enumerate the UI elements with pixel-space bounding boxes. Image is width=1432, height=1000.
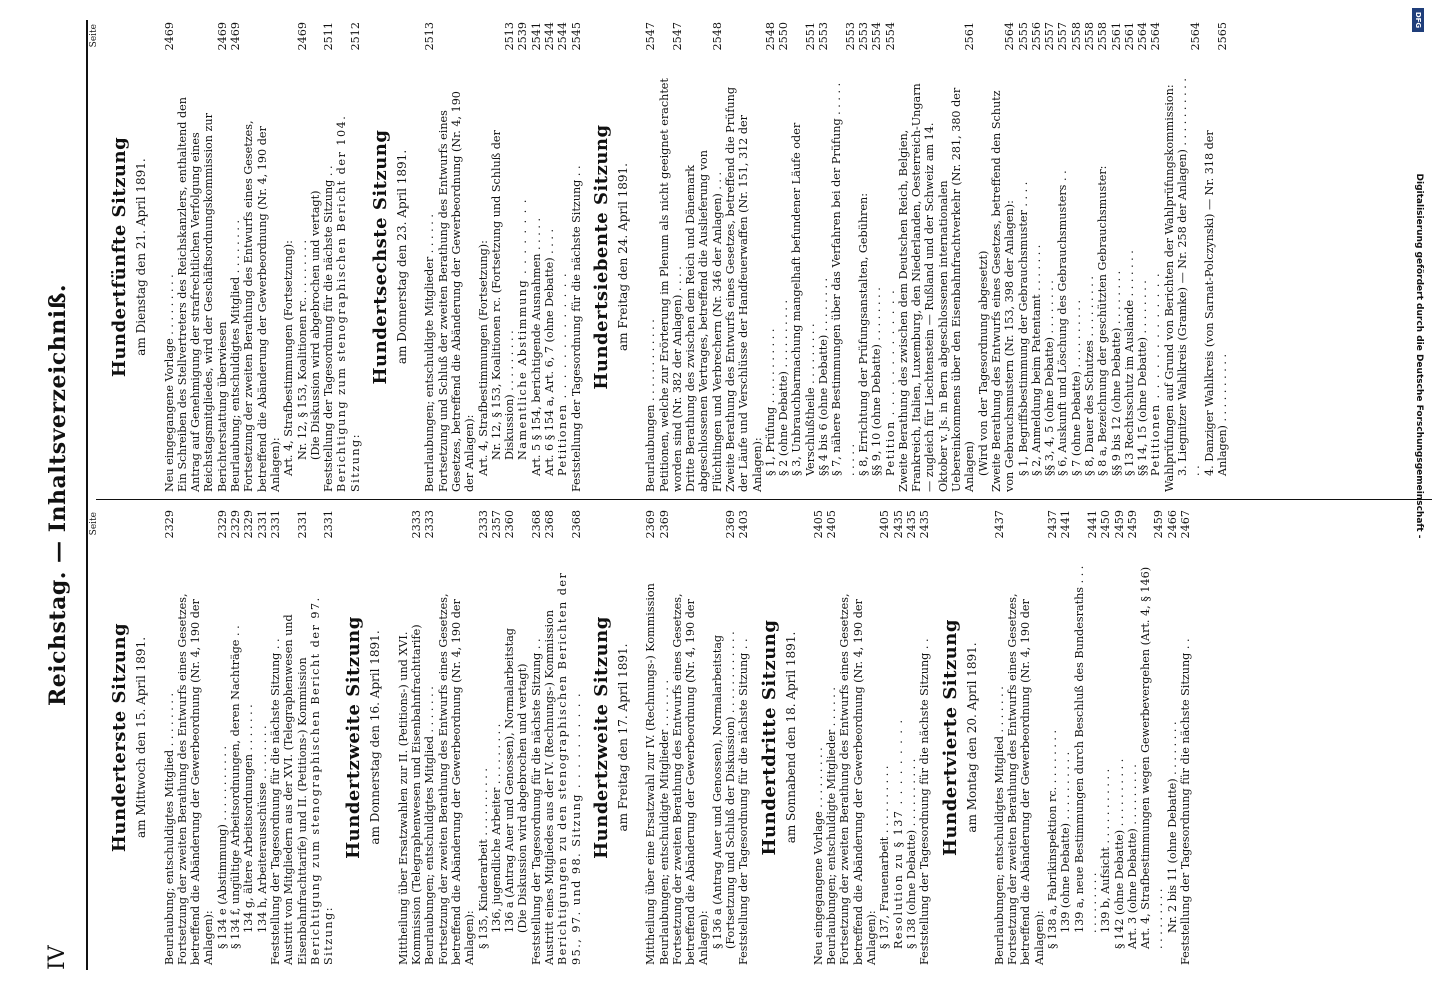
entry-text: 139 a, neue Bestimmungen durch Beschluß des Bundesraths . . . . . . . . . . . . xyxy=(1072,565,1099,933)
session-date: am Donnerstag den 16. April 1891. xyxy=(368,630,383,845)
entry-text: Feststellung der Tagesordnung für die nächste Sitzung . . xyxy=(529,638,543,965)
entry-page-number: 2548 xyxy=(763,22,777,51)
toc-entry xyxy=(1083,22,1096,492)
toc-entry xyxy=(256,510,269,965)
toc-entry xyxy=(556,510,583,965)
toc-entry xyxy=(296,22,309,492)
entry-page-number: 2551 xyxy=(803,22,817,51)
entry-page-number: 2437 xyxy=(1046,510,1060,539)
toc-entry xyxy=(724,22,764,492)
entry-text: § 13 Rechtsschutz im Auslande . . . . . . . xyxy=(1122,250,1136,476)
entry-text: Art. 5 § 154, berichtigende Ausnahmen . . . . . xyxy=(529,217,543,476)
toc-entry xyxy=(1056,22,1069,492)
toc-entry xyxy=(477,22,490,492)
entry-text: Petitionen, welche zur Erörterung im Plenum als nicht geeignet erachtet worden sind (Nr. 382 der Anlagen) . . . . xyxy=(657,78,684,492)
session-date: am Donnerstag den 23. April 1891. xyxy=(395,149,410,365)
entry-text: § 138 (ohne Debatte) . . . . . . . . . . xyxy=(904,758,918,949)
entry-text: Nr. 12, § 153, Koalitionen rc. . . . . . . . . xyxy=(295,239,309,460)
entry-text: Austritt von Mitgliedern aus der XVI. (Telegraphenwesen und Eisenbahnfrachttarife) und II. (Petitions-) Kommission xyxy=(282,614,309,965)
toc-entry xyxy=(437,22,477,492)
toc-entry xyxy=(282,510,309,965)
toc-entry xyxy=(1113,510,1126,965)
entry-page-number: 2553 xyxy=(856,22,870,51)
entry-page-number: 2405 xyxy=(811,510,825,539)
entry-page-number: 2450 xyxy=(1099,510,1113,539)
toc-entry xyxy=(993,510,1006,965)
entry-text: 4. Danziger Wahlkreis (von Sarnat-Polczynski) — Nr. 318 der Anlagen) . . . . . . . . . . xyxy=(1202,130,1229,476)
toc-entry xyxy=(490,510,503,965)
toc-entry xyxy=(543,510,556,965)
toc-entry xyxy=(1030,22,1043,492)
session-title: Hundertdritte Sitzung xyxy=(758,619,780,856)
entry-page-number: 2331 xyxy=(322,510,336,539)
entry-text: Zweite Berathung des zwischen dem Deutschen Reich, Belgien, Frankreich, Italien, Luxemburg, den Niederlanden, Oesterreich-Ungarn — zugleich für Liechtenstein — Rußland und der Schweiz am 14. Oktober v. Js. in Bern abgeschlossenen internationalen Uebereinkommens über den Eisenbahnfrachtverkehr (Nr. 281, 380 der Anlagen) xyxy=(896,83,977,492)
entry-page-number: 2333 xyxy=(410,510,424,539)
entry-text: § 1, Begriffsbestimmung der Gebrauchsmuster . . . . xyxy=(1016,181,1030,476)
toc-entry xyxy=(658,510,671,965)
entry-text: Berichtigung zum stenographischen Bericht der 97. Sitzung: xyxy=(308,596,336,965)
toc-entry xyxy=(163,510,176,965)
entry-text: § 134 e (Abstimmung) . . . . . . . . . . . xyxy=(215,745,229,949)
entry-text: Feststellung der Tagesordnung für die nächste Sitzung . . xyxy=(918,638,932,965)
entry-page-number: 2553 xyxy=(817,22,831,51)
session-title: Hundertfünfte Sitzung xyxy=(109,136,131,378)
entry-page-number: 2331 xyxy=(255,510,269,539)
entry-page-number: 2329 xyxy=(215,510,229,539)
entry-text: Nr. 2 bis 11 (ohne Debatte) . . . . . . . . xyxy=(1165,721,1179,933)
toc-entry xyxy=(644,510,657,965)
toc-entry xyxy=(1059,510,1072,965)
entry-page-number: 2357 xyxy=(489,510,503,539)
entry-page-number: 2469 xyxy=(229,22,243,51)
entry-text: Feststellung der Tagesordnung für die nächste Sitzung . . xyxy=(569,165,583,492)
entry-page-number: 2441 xyxy=(1059,510,1073,539)
entry-text: Wahlprüfungen auf Grund von Berichten der Wahlprüfungskommission: xyxy=(1162,84,1176,492)
toc-entry xyxy=(335,22,362,492)
entry-text: Fortsetzung der zweiten Berathung des Entwurfs eines Gesetzes, betreffend die Abänderung der Gewerbeordnung (Nr. 4, 190 der Anlagen): xyxy=(670,593,711,965)
entry-page-number: 2564 xyxy=(1136,22,1150,51)
entry-text: Dritte Berathung des zwischen dem Reich und Dänemark abgeschlossenen Vertrages, betreffend die Auslieferung von Flüchtlingen und Verbrechern (Nr. 346 der Anlagen) . . . xyxy=(684,150,724,492)
entry-text: Fortsetzung der zweiten Berathung des Entwurfs eines Gesetzes, betreffend die Abänderung der Gewerbeordnung (Nr. 4, 190 der Anlagen): xyxy=(1006,593,1046,965)
entry-text: § 142 (ohne Debatte) . . . . . . . . . . xyxy=(1112,758,1126,949)
session-date: am Mittwoch den 15. April 1891. xyxy=(134,636,149,839)
entry-page-number: 2369 xyxy=(644,510,658,539)
entry-text: Feststellung der Tagesordnung für die nächste Sitzung . . xyxy=(322,165,336,492)
header-title: Reichstag. — Inhaltsverzeichniß. xyxy=(45,284,71,706)
entry-text: §§ 14, 15 (ohne Debatte) . . . . . . . . xyxy=(1136,280,1150,476)
entry-page-number: 2564 xyxy=(1189,22,1203,51)
entry-page-number: 2553 xyxy=(843,22,857,51)
toc-entry xyxy=(242,510,255,965)
toc-entry xyxy=(322,22,335,492)
toc-entry xyxy=(1126,510,1139,965)
toc-entry xyxy=(1176,22,1203,492)
entry-text: Namentliche Abstimmung . . . . . . . . xyxy=(516,198,530,460)
entry-text: §§ 9, 10 (ohne Debatte) . . . . . . . . xyxy=(870,287,884,476)
toc-entry xyxy=(229,510,242,965)
toc-entry xyxy=(269,510,282,965)
toc-entry xyxy=(1017,22,1030,492)
toc-entry xyxy=(857,22,870,492)
toc-entry xyxy=(477,510,490,965)
dfg-logo: DFG xyxy=(1412,8,1424,32)
toc-entry xyxy=(570,22,583,492)
toc-entry xyxy=(1139,510,1166,965)
entry-text: Art. 6 § 154 a, Art. 6, 7 (ohne Debatte) . . . . xyxy=(543,228,557,476)
entry-text: § 7 (ohne Debatte) . . . . . . . . . . xyxy=(1069,299,1083,476)
entry-text: Zweite Berathung des Entwurfs eines Gesetzes, betreffend den Schutz von Gebrauchsmustern (Nr. 153, 398 der Anlagen): xyxy=(989,90,1017,492)
entry-text: Fortsetzung der zweiten Berathung des Entwurfs eines Gesetzes, betreffend die Abänderung der Gewerbeordnung (Nr. 4, 190 der Anlagen): xyxy=(242,120,282,492)
entry-text: § 3, Unbrauchbarmachung mangelhaft befundener Läufe oder Verschlußtheile . . . . . . . . . xyxy=(790,122,817,476)
entry-page-number: 2459 xyxy=(1112,510,1126,539)
entry-page-number: 2360 xyxy=(503,510,517,539)
session-title: Hunderterste Sitzung xyxy=(109,622,131,853)
toc-entry xyxy=(163,22,176,492)
toc-entry xyxy=(282,22,295,492)
entry-page-number: 2513 xyxy=(423,22,437,51)
entry-page-number: 2329 xyxy=(162,510,176,539)
session-date: am Dienstag den 21. April 1891. xyxy=(134,158,149,356)
entry-text: Fortsetzung der zweiten Berathung des Entwurfs eines Gesetzes, betreffend die Abänderung der Gewerbeordnung (Nr. 4, 190 der Anlagen): xyxy=(838,593,879,965)
toc-entry xyxy=(1096,22,1109,492)
entry-text: (Die Diskussion wird abgebrochen und vertagt) xyxy=(308,190,322,460)
entry-page-number: 2469 xyxy=(295,22,309,51)
toc-entry xyxy=(423,510,436,965)
toc-entry xyxy=(870,22,883,492)
toc-entry xyxy=(216,510,229,965)
toc-entry xyxy=(1123,22,1136,492)
entry-page-number: 2558 xyxy=(1096,22,1110,51)
entry-text: Feststellung der Tagesordnung für die nächste Sitzung . . xyxy=(1179,638,1192,965)
entry-text: Art. 4, Strafbestimmungen wegen Gewerbevergehen (Art. 4, § 146) . . . . . . . . . xyxy=(1139,566,1166,949)
entry-page-number: 2561 xyxy=(963,22,977,51)
toc-entry xyxy=(1149,22,1162,492)
entry-page-number: 2435 xyxy=(904,510,918,539)
entry-text: Beurlaubungen; entschuldigtes Mitglied . . . . . . . xyxy=(423,686,437,965)
entry-page-number: 2544 xyxy=(543,22,557,51)
entry-page-number: 2547 xyxy=(644,22,658,51)
entry-text: 134 h, Arbeiterausschüsse . . . . . . . . xyxy=(255,725,269,933)
entry-text: Beurlaubungen; entschuldigte Mitglieder . . . . . . xyxy=(423,214,437,492)
toc-entry xyxy=(423,22,436,492)
toc-entry xyxy=(543,22,556,492)
toc-entry xyxy=(309,510,336,965)
entry-page-number: 2548 xyxy=(710,22,724,51)
entry-text: Mittheilung über Ersatzwahlen zur II. (Petitions-) und XVI. Kommission (Telegraphenwesen und Eisenbahnfrachttarife) xyxy=(396,624,424,965)
entry-page-number: 2554 xyxy=(870,22,884,51)
toc-entry xyxy=(176,510,216,965)
entry-page-number: 2368 xyxy=(529,510,543,539)
session-title: Hundertsiebente Sitzung xyxy=(590,124,612,390)
toc-entry xyxy=(1166,510,1179,965)
toc-entry xyxy=(878,510,891,965)
toc-entry xyxy=(516,22,529,492)
toc-entry xyxy=(812,510,825,965)
toc-entry xyxy=(1163,22,1176,492)
entry-page-number: 2368 xyxy=(543,510,557,539)
toc-entry xyxy=(1099,510,1112,965)
entry-text: Beurlaubungen; entschuldigte Mitglieder . . . . . . xyxy=(825,687,839,965)
toc-entry xyxy=(1203,22,1230,492)
entry-page-number: 2558 xyxy=(1069,22,1083,51)
entry-text: Petitionen . . . . . . . . . . . . . xyxy=(1149,271,1163,476)
seite-label: Seite xyxy=(89,24,99,48)
toc-entry xyxy=(503,510,516,965)
page-number: IV xyxy=(45,945,70,970)
toc-entry xyxy=(684,22,724,492)
entry-text: § 136 a (Antrag Auer und Genossen), Normalarbeitstag (Fortsetzung und Schluß der Diskussion) . . . . . . . . . . . . xyxy=(710,631,737,949)
toc-entry xyxy=(897,22,977,492)
entry-page-number: 2541 xyxy=(529,22,543,51)
entry-page-number: 2405 xyxy=(878,510,892,539)
toc-entry xyxy=(1070,22,1083,492)
toc-entry xyxy=(790,22,817,492)
entry-page-number: 2466 xyxy=(1165,510,1179,539)
toc-entry xyxy=(229,22,242,492)
entry-text: § 2, Anmeldung beim Patentamt . . . . . . . xyxy=(1029,244,1043,476)
toc-entry xyxy=(777,22,790,492)
entry-page-number: 2435 xyxy=(891,510,905,539)
session-date: am Freitag den 17. April 1891. xyxy=(615,643,630,832)
entry-text: Feststellung der Tagesordnung für die nächste Sitzung . . xyxy=(268,638,282,965)
session-title: Hundertsechste Sitzung xyxy=(370,129,392,385)
entry-text: Berichtigung zum stenographischen Bericht der 104. Sitzung: xyxy=(335,114,362,492)
entry-page-number: 2512 xyxy=(348,22,362,51)
entry-page-number: 2545 xyxy=(569,22,583,51)
toc-entry xyxy=(437,510,477,965)
toc-entry xyxy=(1179,510,1192,965)
entry-text: Mittheilung über eine Ersatzwahl zur IV. (Rechnungs-) Kommission xyxy=(644,583,658,965)
entry-text: § 6, Auskunft und Löschung des Gebrauchsmusters . . xyxy=(1056,170,1070,476)
entry-text: § 8 a, Bezeichnung der geschützten Gebrauchsmuster: xyxy=(1096,165,1110,476)
entry-text: (Wird von der Tagesordnung abgesetzt) xyxy=(976,250,990,476)
entry-page-number: 2539 xyxy=(516,22,530,51)
toc-entry xyxy=(530,22,543,492)
entry-text: § 8, Errichtung der Prüfungsanstalten, Gebühren: xyxy=(856,192,870,476)
session-title: Hundertvierte Sitzung xyxy=(939,619,961,856)
entry-page-number: 2467 xyxy=(1179,510,1192,539)
entry-text: Beurlaubungen; entschuldigtes Mitglied . . . . . . . xyxy=(992,686,1006,965)
toc-entry xyxy=(990,22,1017,492)
left-column xyxy=(88,510,1192,965)
entry-page-number: 2333 xyxy=(423,510,437,539)
entry-page-number: 2561 xyxy=(1109,22,1123,51)
entry-text: 139 b, Aufsicht . . . . . . . . . . . xyxy=(1099,768,1113,933)
entry-text: 139 (ohne Debatte) . . . . . . . . . . xyxy=(1059,751,1073,933)
entry-text: Zweite Berathung des Entwurfs eines Gesetzes, betreffend die Prüfung der Läufe und Verschlüsse der Handfeuerwaffen (Nr. 151, 312 der Anlagen): xyxy=(723,87,764,492)
toc-entry xyxy=(830,22,857,492)
toc-entry xyxy=(530,510,543,965)
toc-entry xyxy=(644,22,657,492)
entry-page-number: 2369 xyxy=(657,510,671,539)
entry-page-number: 2469 xyxy=(162,22,176,51)
toc-entry xyxy=(817,22,830,492)
entry-page-number: 2459 xyxy=(1125,510,1139,539)
toc-entry xyxy=(490,22,517,492)
toc-entry xyxy=(671,510,711,965)
toc-entry xyxy=(737,510,750,965)
entry-text: § 135, Kinderarbeit . . . . . . . . . . xyxy=(476,768,490,949)
entry-text: Art. 3 (ohne Debatte) . . . . . . . . . xyxy=(1125,764,1139,949)
toc-entry xyxy=(397,510,424,965)
entry-text: Berichtigungen zu den stenographischen Berichten der 95., 97. und 98. Sitzung . . . . . . . . . . xyxy=(556,571,583,965)
entry-page-number: 2513 xyxy=(503,22,517,51)
entry-text: Art. 4, Strafbestimmungen (Fortsetzung): xyxy=(282,240,296,476)
entry-page-number: 2459 xyxy=(1152,510,1166,539)
entry-page-number: 2557 xyxy=(1043,22,1057,51)
toc-entry xyxy=(556,22,569,492)
entry-text: §§ 4 bis 6 (ohne Debatte) . . . . . . . . xyxy=(817,277,831,476)
entry-text: Austritt eines Mitgliedes aus der IV. (Rechnungs-) Kommission xyxy=(543,609,557,965)
entry-page-number: 2564 xyxy=(1003,22,1017,51)
entry-text: Beurlaubungen; entschuldigte Mitglieder . . . . . . . xyxy=(657,679,671,965)
entry-page-number: 2511 xyxy=(322,22,336,51)
toc-entry xyxy=(1043,22,1056,492)
entry-text: Resolution zu § 137 . . . . . . . . . xyxy=(891,718,905,949)
entry-text: (Die Diskussion wird abgebrochen und vertagt) xyxy=(516,663,530,933)
entry-text: Feststellung der Tagesordnung für die nächste Sitzung . . xyxy=(737,638,751,965)
entry-page-number: 2565 xyxy=(1215,22,1229,51)
entry-text: Nr. 12, § 153, Koalitionen rc. (Fortsetzung und Schluß der Diskussion) . . . . . . . . . xyxy=(489,130,517,460)
toc-entry xyxy=(1110,22,1123,492)
session-title: Hundertzweite Sitzung xyxy=(590,616,612,859)
entry-page-number: 2557 xyxy=(1056,22,1070,51)
entry-text: Fortsetzung und Schluß der zweiten Berathung des Entwurfs eines Gesetzes, betreffend die Abänderung der Gewerbeordnung (Nr. 4, 190 der Anlagen): xyxy=(436,91,477,492)
toc-entry xyxy=(242,22,282,492)
toc-entry xyxy=(977,22,990,492)
entry-text: 136 a (Antrag Auer und Genossen), Normalarbeitstag xyxy=(503,628,517,933)
toc-entry xyxy=(176,22,229,492)
session-date: am Montag den 20. April 1891. xyxy=(964,642,979,833)
entry-text: Petition . . . . . . . . . . . . . xyxy=(883,288,897,476)
toc-entry xyxy=(892,510,905,965)
entry-text: Art. 4, Strafbestimmungen (Fortsetzung): xyxy=(476,240,490,476)
entry-page-number: 2561 xyxy=(1122,22,1136,51)
seite-label: Seite xyxy=(89,512,99,536)
entry-page-number: 2554 xyxy=(883,22,897,51)
digitization-credit: Digitalisierung gefördert durch die Deutsche Forschungsgemeinschaft - xyxy=(1414,173,1424,539)
toc-entry xyxy=(1073,510,1100,965)
entry-page-number: 2405 xyxy=(825,510,839,539)
entry-page-number: 2437 xyxy=(992,510,1006,539)
entry-text: Fortsetzung der zweiten Berathung des Entwurfs eines Gesetzes, betreffend die Abänderung der Gewerbeordnung (Nr. 4, 190 der Anlagen): xyxy=(175,593,216,965)
entry-text: Petitionen . . . . . . . . . . . . . xyxy=(556,271,570,476)
entry-page-number: 2331 xyxy=(295,510,309,539)
toc-entry xyxy=(764,22,777,492)
toc-entry xyxy=(838,510,878,965)
toc-entry xyxy=(1006,510,1046,965)
toc-entry xyxy=(711,510,738,965)
entry-text: 136, jugendliche Arbeiter . . . . . . . . . xyxy=(489,723,503,933)
entry-page-number: 2329 xyxy=(242,510,256,539)
entry-text: § 134 f, ungültige Arbeitsordnungen, deren Nachträge . . xyxy=(229,625,243,949)
entry-page-number: 2544 xyxy=(556,22,570,51)
entry-text: § 8, Dauer des Schutzes . . . . . . . . . xyxy=(1083,276,1096,476)
session-title: Hundertzweite Sitzung xyxy=(343,616,365,859)
entry-text: 3. Liegnitzer Wahlkreis (Gramke) — Nr. 258 der Anlagen) . . . . . . . . . . . . xyxy=(1176,78,1203,476)
toc-entry xyxy=(884,22,897,492)
toc-entry xyxy=(825,510,838,965)
entry-page-number: 2329 xyxy=(229,510,243,539)
entry-text: Beurlaubung; entschuldigtes Mitglied . . . . . . . . xyxy=(162,692,176,965)
entry-text: Beurlaubungen . . . . . . . . . . . . xyxy=(644,319,658,492)
entry-text: Beurlaubung; entschuldigtes Mitglied . . . . . . . . xyxy=(229,219,243,492)
column-divider xyxy=(96,499,1432,500)
entry-text: § 1, Prüfung . . . . . . . . . . . xyxy=(763,328,777,476)
entry-text: Neu eingegangene Vorlage . . . . . . . . . xyxy=(162,274,176,492)
entry-page-number: 2547 xyxy=(670,22,684,51)
entry-page-number: 2368 xyxy=(569,510,583,539)
entry-page-number: 2555 xyxy=(1016,22,1030,51)
session-date: am Sonnabend den 18. April 1891. xyxy=(783,631,798,844)
entry-page-number: 2469 xyxy=(215,22,229,51)
entry-text: Neu eingegangene Vorlage . . . . . . . . . xyxy=(811,747,825,965)
entry-page-number: 2435 xyxy=(918,510,932,539)
right-column xyxy=(88,22,1229,492)
page-header xyxy=(45,20,79,970)
toc-entry xyxy=(309,22,322,492)
toc-entry xyxy=(516,510,529,965)
toc-entry xyxy=(658,22,685,492)
entry-text: §§ 3, 4, 5 (ohne Debatte) . . . . . . . . xyxy=(1043,280,1057,476)
entry-text: § 2 (ohne Debatte) . . . . . . . . . . xyxy=(777,299,791,476)
entry-page-number: 2550 xyxy=(777,22,791,51)
session-date: am Freitag den 24. April 1891. xyxy=(615,163,630,351)
entry-page-number: 2556 xyxy=(1029,22,1043,51)
entry-text: § 7, nähere Bestimmungen über das Verfahren bei der Prüfung . . . . . . . . . . xyxy=(830,82,857,476)
entry-page-number: 2441 xyxy=(1085,510,1099,539)
toc-entry xyxy=(1046,510,1059,965)
toc-entry xyxy=(1136,22,1149,492)
entry-text: §§ 9 bis 12 (ohne Debatte) . . . . . . . . xyxy=(1109,270,1123,476)
entry-text: 134 g, ältere Arbeitsordnungen . . . . . . . xyxy=(242,704,256,933)
toc-entry xyxy=(918,510,931,965)
entry-page-number: 2558 xyxy=(1083,22,1096,51)
entry-page-number: 2369 xyxy=(723,510,737,539)
entry-page-number: 2331 xyxy=(268,510,282,539)
entry-text: § 137, Frauenarbeit . . . . . . . . . . xyxy=(878,765,892,949)
entry-page-number: 2564 xyxy=(1149,22,1163,51)
entry-page-number: 2403 xyxy=(737,510,751,539)
entry-text: Ein Schreiben des Stellvertreters des Reichskanzlers, enthaltend den Antrag auf Genehmigung der strafrechtlichen Verfolgung eines Reichstagsmitgliedes, wird der Geschäftsordnungskommission zur Berichterstattung überwiesen xyxy=(175,97,229,492)
entry-page-number: 2333 xyxy=(476,510,490,539)
entry-text: § 138 a, Fabrikinspektion rc. . . . . . . . . xyxy=(1046,729,1060,949)
entry-text: Fortsetzung der zweiten Berathung des Entwurfs eines Gesetzes, betreffend die Abänderung der Gewerbeordnung (Nr. 4, 190 der Anlagen): xyxy=(436,593,477,965)
toc-entry xyxy=(905,510,918,965)
